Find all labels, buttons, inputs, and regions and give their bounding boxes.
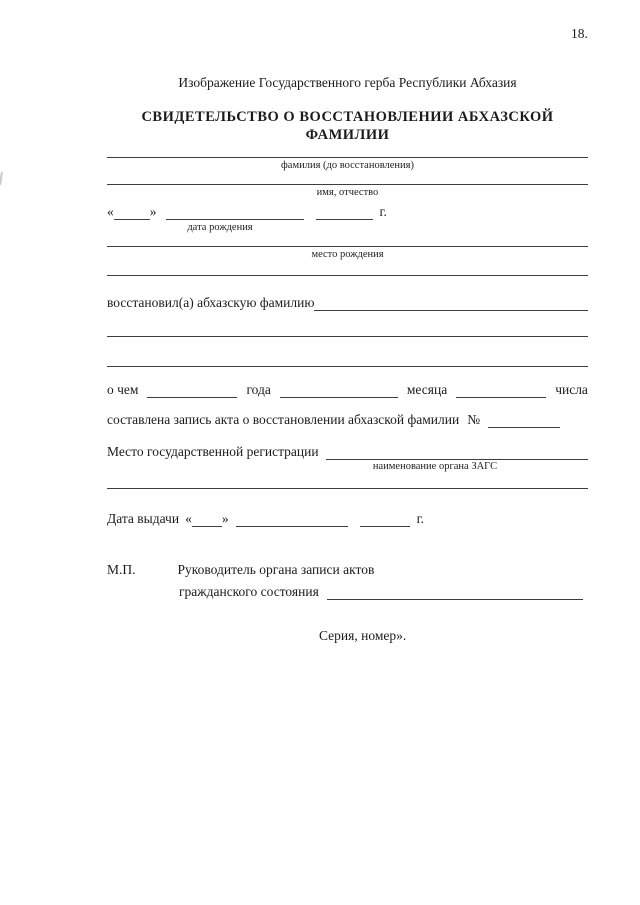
blank-field-line-2 bbox=[107, 336, 588, 337]
surname-caption: фамилия (до восстановления) bbox=[280, 160, 414, 171]
act-month-blank bbox=[280, 381, 398, 398]
act-record-row bbox=[107, 411, 588, 428]
issue-year-blank bbox=[360, 510, 410, 527]
blank-field-line-4 bbox=[107, 488, 588, 489]
open-quote: « bbox=[185, 511, 192, 526]
signature-line-1 bbox=[107, 561, 583, 578]
name-patronymic-caption: имя, отчество bbox=[316, 187, 379, 198]
birth-place-field-line bbox=[107, 246, 588, 261]
restored-surname-row bbox=[107, 294, 588, 311]
registration-place-row bbox=[107, 443, 588, 460]
birth-day-blank bbox=[114, 203, 150, 220]
registration-place-label: Место государственной регистрации bbox=[107, 444, 319, 459]
name-patronymic-field-line bbox=[107, 184, 588, 199]
act-number-blank bbox=[488, 411, 560, 428]
act-day-blank bbox=[456, 381, 546, 398]
birth-date-row bbox=[107, 203, 588, 220]
year-abbreviation: г. bbox=[379, 204, 387, 219]
registration-place-blank bbox=[326, 443, 588, 460]
close-quote: » bbox=[149, 204, 157, 219]
zags-organ-caption: наименование органа ЗАГС bbox=[372, 461, 498, 472]
issue-date-row bbox=[107, 510, 588, 527]
birth-month-blank bbox=[166, 203, 304, 220]
issue-day-blank bbox=[192, 510, 222, 527]
o-chem-label: о чем bbox=[107, 382, 139, 397]
act-year-blank bbox=[147, 381, 237, 398]
close-quote: » bbox=[221, 511, 229, 526]
issue-month-blank bbox=[236, 510, 348, 527]
series-number-note: Серия, номер». bbox=[319, 628, 407, 643]
restored-surname-label: восстановил(а) абхазскую фамилию bbox=[107, 295, 315, 310]
signature-blank bbox=[327, 583, 583, 600]
head-title-line-2: гражданского состояния bbox=[179, 584, 319, 599]
birth-year-blank bbox=[316, 203, 373, 220]
blank-field-line-1 bbox=[107, 275, 588, 276]
open-quote: « bbox=[107, 204, 114, 219]
blank-field-line-3 bbox=[107, 366, 588, 367]
page-number: 18. bbox=[571, 26, 588, 41]
act-date-row bbox=[107, 381, 588, 398]
signature-line-2 bbox=[179, 583, 583, 600]
month-word-label: месяца bbox=[406, 382, 448, 397]
issue-date-label: Дата выдачи bbox=[107, 511, 180, 526]
surname-field-line bbox=[107, 157, 588, 172]
signature-block bbox=[107, 561, 583, 600]
scan-artifact-mark bbox=[0, 172, 3, 185]
coat-of-arms-note: Изображение Государственного герба Республики Абхазия bbox=[178, 75, 517, 90]
head-title-line-1: Руководитель органа записи актов bbox=[177, 562, 375, 577]
birth-date-caption: дата рождения bbox=[187, 222, 253, 233]
certificate-title: СВИДЕТЕЛЬСТВО О ВОССТАНОВЛЕНИИ АБХАЗСКОЙ ФАМИЛИИ bbox=[141, 109, 554, 143]
seal-place-label: М.П. bbox=[107, 562, 136, 577]
day-word-label: числа bbox=[555, 382, 588, 397]
restored-surname-blank bbox=[314, 294, 588, 311]
year-word-label: года bbox=[246, 382, 271, 397]
number-sign: № bbox=[467, 412, 481, 427]
birth-place-caption: место рождения bbox=[311, 249, 384, 260]
act-record-label: составлена запись акта о восстановлении абхазской фамилии bbox=[107, 412, 460, 427]
year-abbreviation: г. bbox=[416, 511, 424, 526]
